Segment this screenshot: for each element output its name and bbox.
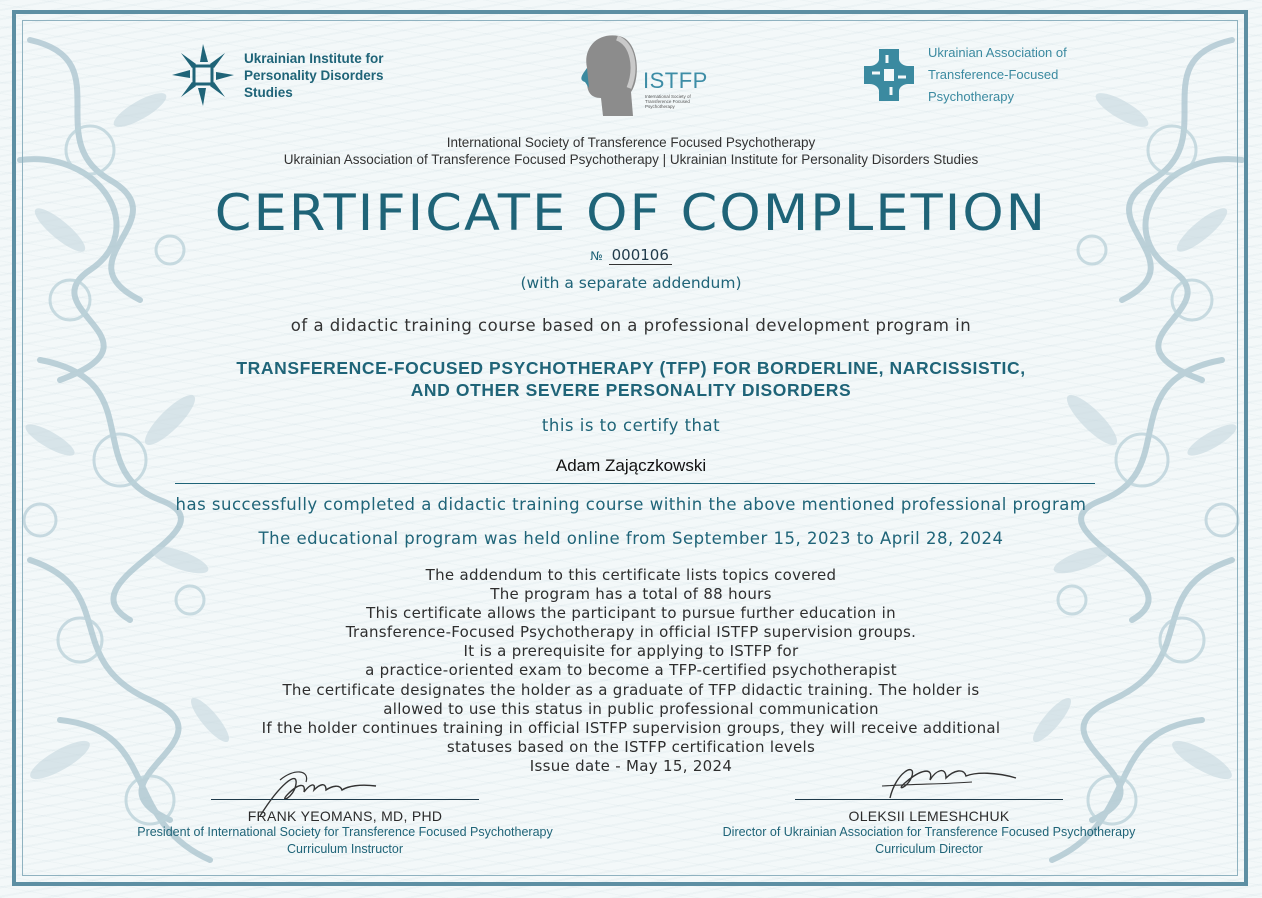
- detail-line: The program has a total of 88 hours: [490, 585, 772, 604]
- detail-line: If the holder continues training in official ISTFP supervision groups, they will receive additional: [261, 718, 1001, 737]
- istfp-logo-text: ISTFP: [643, 68, 708, 93]
- signatory-role: President of International Society for Transference Focused Psychotherapy: [137, 825, 553, 839]
- holder-name: Adam Zajączkowski: [555, 456, 707, 475]
- signatory-left: [70, 765, 620, 858]
- certificate-number: 000106: [609, 246, 672, 265]
- uatfp-logo-label: Ukrainian Association of Transference-Focused Psychotherapy: [928, 45, 1067, 104]
- signatory-right: [664, 765, 1194, 858]
- signatory-subrole: Curriculum Director: [875, 842, 983, 856]
- program-title-line-2: AND OTHER SEVERE PERSONALITY DISORDERS: [410, 380, 852, 400]
- program-title-line-1: TRANSFERENCE-FOCUSED PSYCHOTHERAPY (TFP) FOR BORDERLINE, NARCISSISTIC,: [236, 358, 1026, 378]
- detail-line: The certificate designates the holder as a graduate of TFP didactic training. The holder is: [282, 680, 980, 699]
- certificate-title: CERTIFICATE OF COMPLETION: [214, 184, 1048, 242]
- program-title: [0, 357, 1262, 401]
- head-silhouette-icon: [573, 32, 643, 118]
- signatory-name: OLEKSII LEMESHCHUK: [848, 808, 1010, 824]
- signatory-role: Director of Ukrainian Association for Transference Focused Psychotherapy: [722, 825, 1136, 839]
- completion-statement: has successfully completed a didactic training course within the above mentioned professional program: [175, 495, 1087, 514]
- addendum-note: (with a separate addendum): [520, 274, 742, 292]
- holder-name-underline: [175, 483, 1095, 484]
- program-dates: The educational program was held online from September 15, 2023 to April 28, 2024: [258, 529, 1004, 548]
- cross-logo-icon: [862, 47, 916, 103]
- istfp-logo-subtext: International Society of Transference Focused Psychotherapy: [645, 94, 691, 109]
- number-prefix: №: [590, 249, 603, 263]
- detail-line: It is a prerequisite for applying to ISTFP for: [463, 642, 799, 661]
- organizations-block: [0, 134, 1262, 168]
- uatfp-logo: [862, 42, 1108, 108]
- organization-line-1: International Society of Transference Focused Psychotherapy: [446, 135, 816, 150]
- certificate-number-row: [0, 246, 1262, 264]
- istfp-logo: [573, 32, 708, 118]
- detail-line: statuses based on the ISTFP certification levels: [446, 737, 816, 756]
- signature-line: [211, 799, 479, 800]
- signatory-name: FRANK YEOMANS, MD, PHD: [247, 808, 443, 824]
- signature-line: [795, 799, 1063, 800]
- detail-line: a practice-oriented exam to become a TFP-certified psychotherapist: [365, 661, 897, 680]
- uipds-logo-label: Ukrainian Institute for Personality Disorders Studies: [244, 50, 384, 100]
- details-block: [0, 566, 1262, 776]
- star-logo-icon: [170, 42, 236, 108]
- detail-line: Transference-Focused Psychotherapy in official ISTFP supervision groups.: [345, 623, 917, 642]
- signatory-subrole: Curriculum Instructor: [287, 842, 403, 856]
- organization-line-2: Ukrainian Association of Transference Focused Psychotherapy | Ukrainian Institute for Personality Disorders Studies: [283, 152, 979, 167]
- certify-text: this is to certify that: [541, 416, 721, 435]
- detail-line: The addendum to this certificate lists topics covered: [425, 566, 837, 584]
- issue-date: Issue date - May 15, 2024: [529, 756, 733, 775]
- intro-text: of a didactic training course based on a professional development program in: [290, 316, 972, 335]
- uipds-logo: [170, 42, 414, 108]
- detail-line: allowed to use this status in public professional communication: [383, 699, 879, 718]
- detail-line: This certificate allows the participant to pursue further education in: [366, 604, 896, 623]
